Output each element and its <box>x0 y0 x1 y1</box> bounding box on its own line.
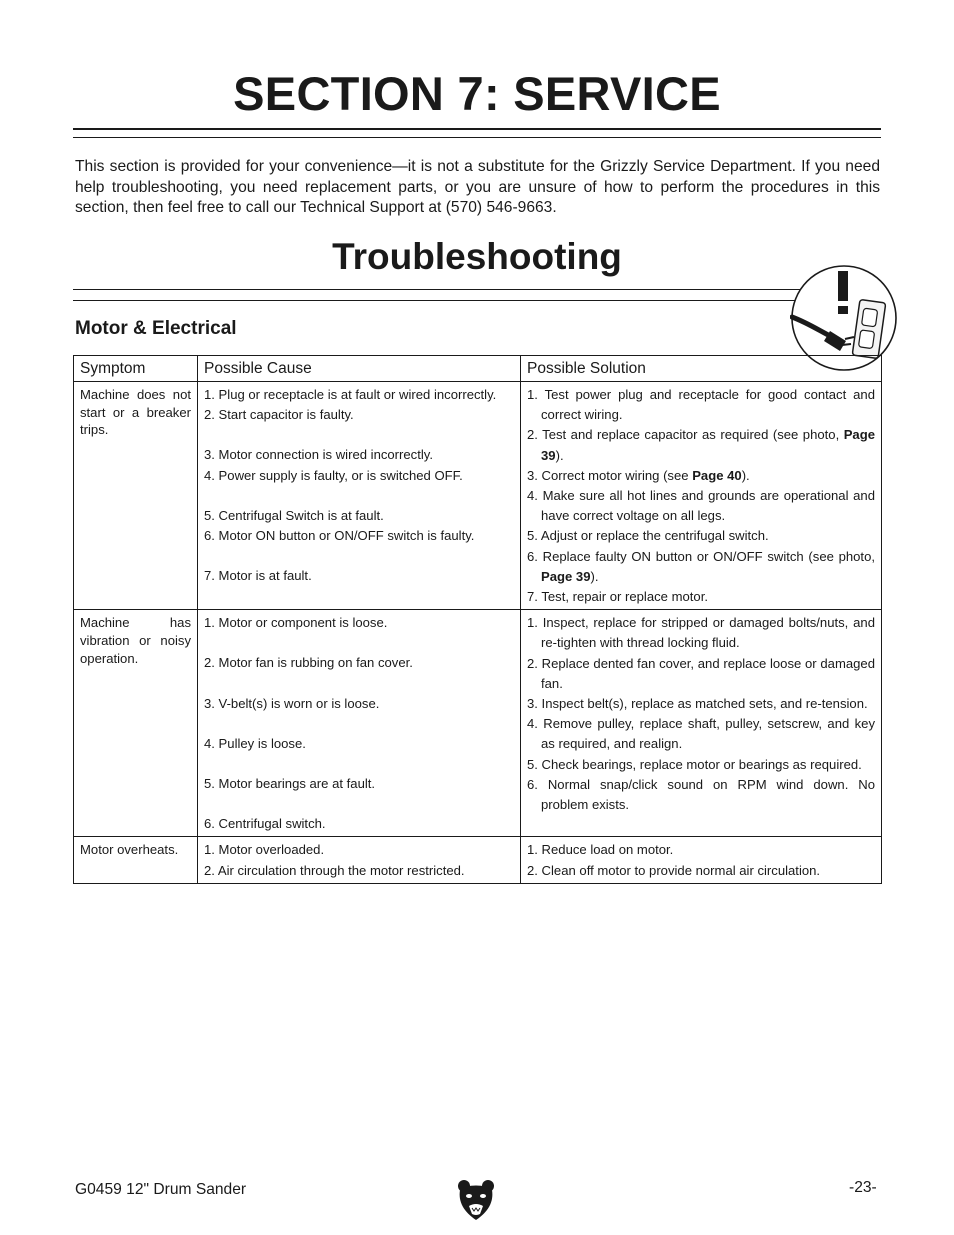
solution-cell <box>521 382 882 610</box>
cause-item: 1. Plug or receptacle is at fault or wired incorrectly. <box>204 387 497 402</box>
cause-item: 4. Power supply is faulty, or is switched OFF. <box>204 467 463 483</box>
table-row <box>74 610 882 837</box>
solution-item: 4. Make sure all hot lines and grounds are operational and have correct voltage on all legs. <box>527 488 875 524</box>
solution-item: 3. Correct motor wiring (see Page 40). <box>527 467 750 483</box>
symptom-cell: Motor overheats. <box>74 837 198 883</box>
symptom-cell: Machine does not start or a breaker trips. <box>74 382 198 610</box>
solution-item: 2. Clean off motor to provide normal air circulation. <box>527 862 821 878</box>
solution-item: 2. Test and replace capacitor as required (see photo, Page 39). <box>527 427 875 463</box>
cause-item: 4. Pulley is loose. <box>204 735 306 751</box>
motor-electrical-heading: Motor & Electrical <box>75 318 237 339</box>
cause-item: 7. Motor is at fault. <box>204 568 312 584</box>
cause-item: 1. Motor overloaded. <box>204 842 325 858</box>
cause-item: 2. Motor fan is rubbing on fan cover. <box>204 655 413 671</box>
solution-item: 5. Check bearings, replace motor or bearings as required. <box>527 756 862 772</box>
symptom-cell: Machine has vibration or noisy operation. <box>74 610 198 837</box>
table-row <box>74 382 882 610</box>
solution-item: 5. Adjust or replace the centrifugal switch. <box>527 528 769 544</box>
solution-cell <box>521 610 882 837</box>
solution-item: 4. Remove pulley, replace shaft, pulley, setscrew, and key as required, and realign. <box>527 716 875 752</box>
footer-page-number: -23- <box>849 1179 877 1196</box>
header-possible-solution: Possible Solution <box>521 356 882 382</box>
troubleshooting-divider-bottom <box>73 300 881 301</box>
table-row <box>74 837 882 883</box>
cause-item: 6. Centrifugal switch. <box>204 816 326 832</box>
intro-paragraph: This section is provided for your convenience—it is not a substitute for the Grizzly Service Department. If you need help troubleshooting, you need replacement parts, or you are unsure of how to perform the procedures in this section, then feel free to call our Technical Support at (570) 546-9663. <box>75 158 880 216</box>
header-symptom: Symptom <box>74 356 198 382</box>
solution-item: 6. Replace faulty ON button or ON/OFF switch (see photo, Page 39). <box>527 548 875 584</box>
cause-item: 3. V-belt(s) is worn or is loose. <box>204 695 380 711</box>
troubleshooting-divider-top <box>73 289 881 290</box>
solution-cell <box>521 837 882 883</box>
cause-cell <box>198 610 521 837</box>
cause-item: 2. Air circulation through the motor restricted. <box>204 862 465 878</box>
cause-item: 3. Motor connection is wired incorrectly. <box>204 447 433 463</box>
solution-item: 2. Replace dented fan cover, and replace loose or damaged fan. <box>527 655 875 691</box>
header-possible-cause: Possible Cause <box>198 356 521 382</box>
section-divider-thin <box>73 137 881 138</box>
table-header-row <box>74 356 882 382</box>
cause-item: 6. Motor ON button or ON/OFF switch is faulty. <box>204 528 475 544</box>
section-divider-thick <box>73 128 881 130</box>
solution-item: 1. Reduce load on motor. <box>527 842 674 858</box>
solution-item: 7. Test, repair or replace motor. <box>527 589 708 605</box>
cause-item: 5. Centrifugal Switch is at fault. <box>204 507 384 523</box>
cause-cell <box>198 382 521 610</box>
solution-item: 3. Inspect belt(s), replace as matched sets, and re-tension. <box>527 696 868 712</box>
cause-item: 2. Start capacitor is faulty. <box>204 407 354 423</box>
solution-item: 1. Test power plug and receptacle for good contact and correct wiring. <box>527 387 875 423</box>
section-title: SECTION 7: SERVICE <box>233 67 721 120</box>
grizzly-bear-logo-icon <box>456 1178 496 1222</box>
solution-item: 1. Inspect, replace for stripped or damaged bolts/nuts, and re-tighten with thread locking fluid. <box>527 615 875 651</box>
cause-item: 1. Motor or component is loose. <box>204 615 388 631</box>
footer-model: G0459 12" Drum Sander <box>75 1181 247 1198</box>
troubleshooting-table <box>73 355 882 884</box>
solution-item: 6. Normal snap/click sound on RPM wind down. No problem exists. <box>527 776 875 813</box>
cause-cell <box>198 837 521 883</box>
cause-item: 5. Motor bearings are at fault. <box>204 776 376 792</box>
troubleshooting-title: Troubleshooting <box>332 236 622 277</box>
